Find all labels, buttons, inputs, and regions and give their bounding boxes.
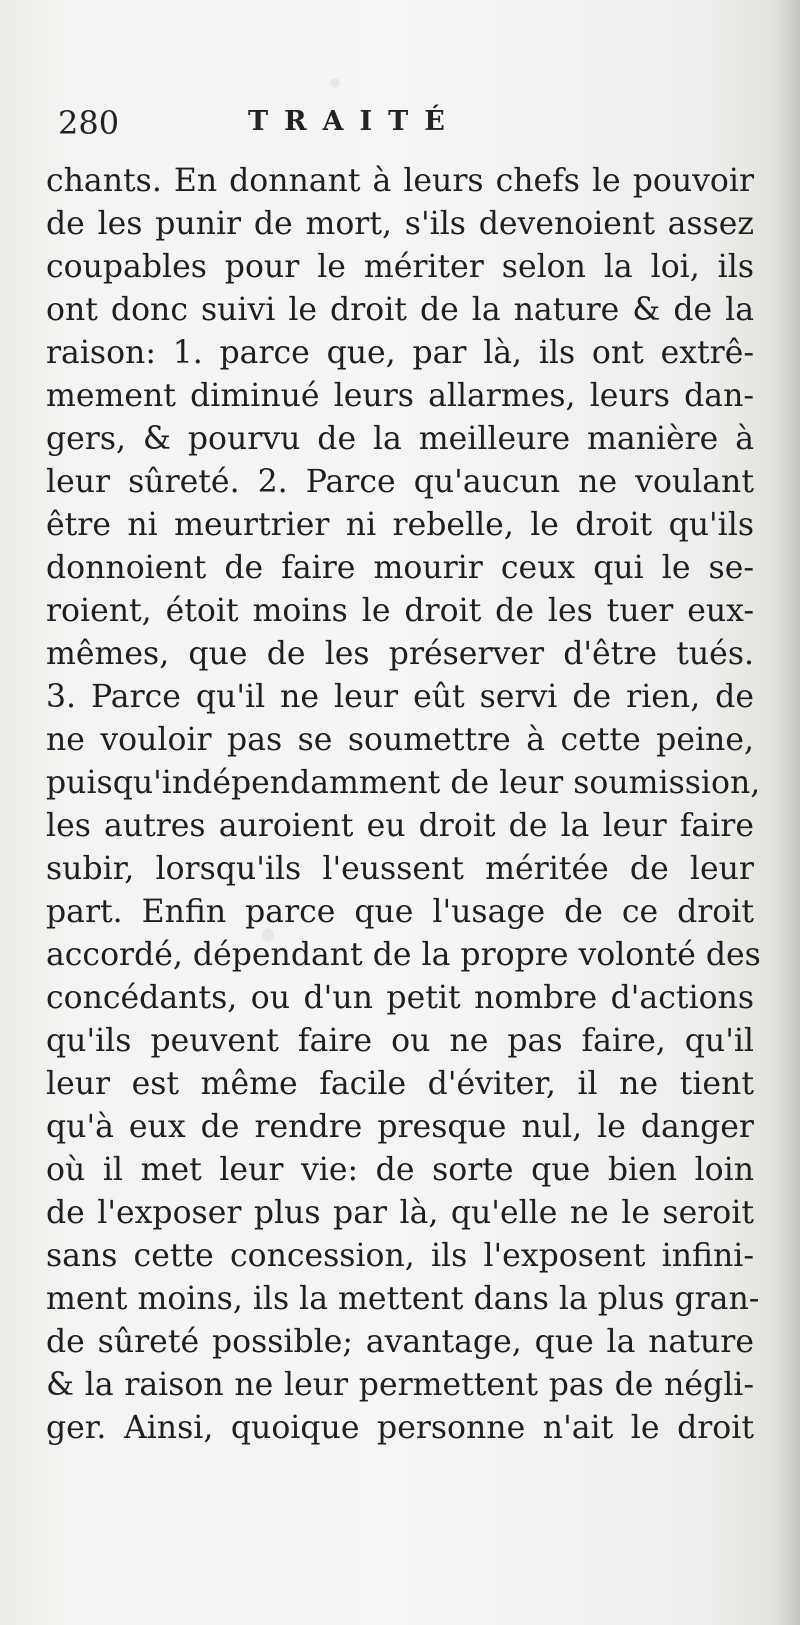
text-line: mement diminué leurs allarmes, leurs dan- xyxy=(46,378,754,414)
text-line: leur est même facile d'éviter, il ne tient xyxy=(46,1066,754,1102)
text-line: leur sûreté. 2. Parce qu'aucun ne voulant xyxy=(46,464,754,500)
text-line: roient, étoit moins le droit de les tuer eux- xyxy=(46,593,754,629)
text-line: qu'ils peuvent faire ou ne pas faire, qu'il xyxy=(46,1023,754,1059)
text-line: où il met leur vie: de sorte que bien loin xyxy=(46,1152,754,1188)
text-line: puisqu'indépendamment de leur soumission, xyxy=(46,765,761,801)
text-line: raison: 1. parce que, par là, ils ont extrê- xyxy=(46,335,754,371)
text-line: coupables pour le mériter selon la loi, ils xyxy=(46,249,754,285)
text-line: ger. Ainsi, quoique personne n'ait le droit xyxy=(46,1410,754,1446)
text-line: mêmes, que de les préserver d'être tués. xyxy=(46,636,754,672)
text-line: de sûreté possible; avantage, que la nature xyxy=(46,1324,754,1360)
text-line: subir, lorsqu'ils l'eussent méritée de leur xyxy=(46,851,754,887)
page-number: 280 xyxy=(58,104,120,142)
text-line: sans cette concession, ils l'exposent infini- xyxy=(46,1238,754,1274)
text-line: être ni meurtrier ni rebelle, le droit qu'ils xyxy=(46,507,754,543)
running-title: TRAITÉ xyxy=(248,106,461,137)
body-text xyxy=(46,160,761,1450)
text-line: ment moins, ils la mettent dans la plus gran- xyxy=(46,1281,760,1317)
text-line: 3. Parce qu'il ne leur eût servi de rien, de xyxy=(46,679,754,715)
text-line: accordé, dépendant de la propre volonté des xyxy=(46,937,761,973)
text-line: qu'à eux de rendre presque nul, le danger xyxy=(46,1109,754,1145)
text-line: ne vouloir pas se soumettre à cette peine, xyxy=(46,722,754,758)
text-line: concédants, ou d'un petit nombre d'actions xyxy=(46,980,754,1016)
ink-smudge xyxy=(330,78,340,88)
text-line: part. Enfin parce que l'usage de ce droit xyxy=(46,894,754,930)
text-line: ont donc suivi le droit de la nature & de la xyxy=(46,292,754,328)
text-line: & la raison ne leur permettent pas de négli- xyxy=(46,1367,754,1403)
text-line: donnoient de faire mourir ceux qui le se- xyxy=(46,550,754,586)
text-line: de l'exposer plus par là, qu'elle ne le seroit xyxy=(46,1195,754,1231)
text-line: les autres auroient eu droit de la leur faire xyxy=(46,808,754,844)
text-line: chants. En donnant à leurs chefs le pouvoir xyxy=(46,163,754,199)
page-gutter-shadow xyxy=(776,0,800,1625)
text-line: de les punir de mort, s'ils devenoient assez xyxy=(46,206,754,242)
text-line: gers, & pourvu de la meilleure manière à xyxy=(46,421,754,457)
